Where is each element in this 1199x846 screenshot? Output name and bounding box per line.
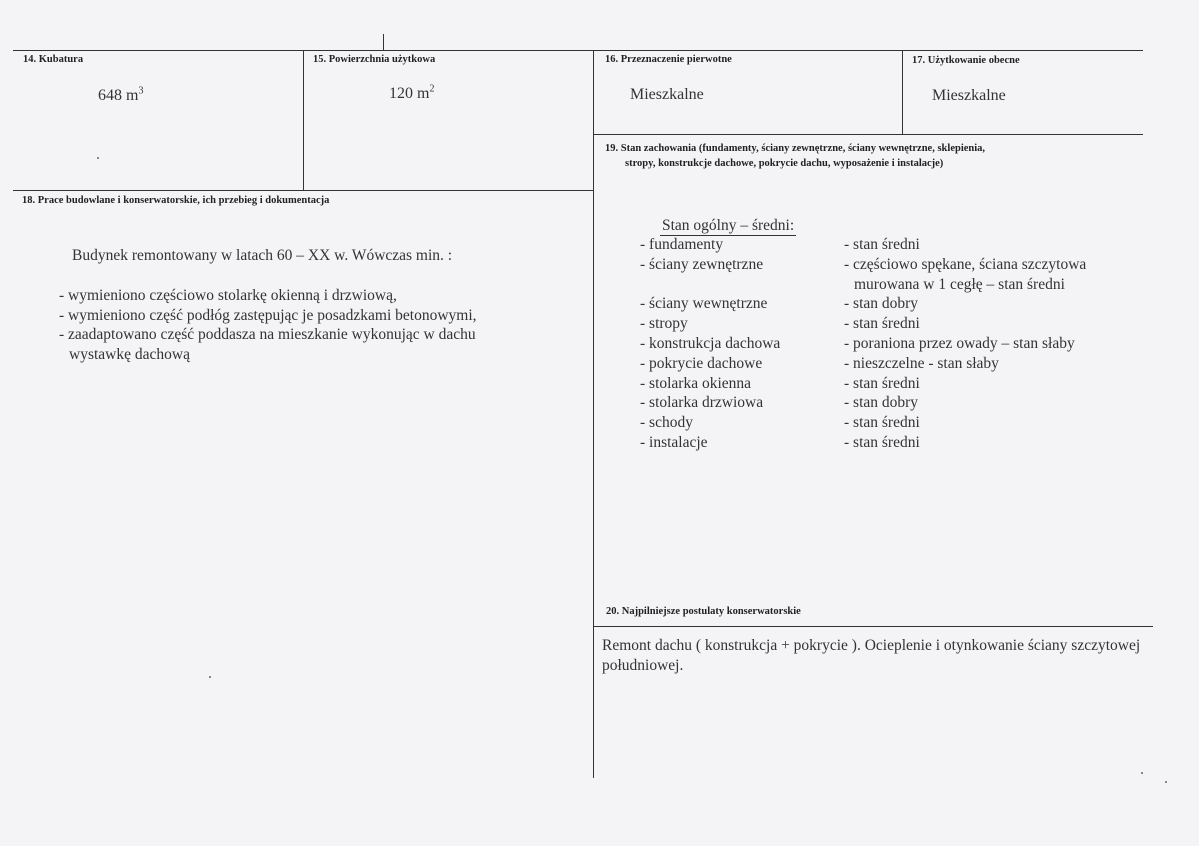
state-item: - stan średni <box>844 374 920 392</box>
field-14-number: 648 m <box>98 87 139 104</box>
field-18-item-continuation: wystawkę dachową <box>69 345 190 363</box>
element-item: - konstrukcja dachowa <box>640 334 781 352</box>
divider-14-15 <box>303 50 304 190</box>
field-18-label: 18. Prace budowlane i konserwatorskie, ich przebieg i dokumentacja <box>22 195 330 206</box>
field-19-label-line-1: 19. Stan zachowania (fundamenty, ściany zewnętrzne, ściany wewnętrzne, sklepienia, <box>605 143 986 154</box>
element-list <box>640 235 780 453</box>
top-border-line <box>13 50 1143 51</box>
scan-speck <box>97 157 99 159</box>
divider-16-17 <box>902 50 903 134</box>
state-item: - stan dobry <box>844 394 919 412</box>
field-14-value <box>98 86 143 106</box>
element-item: - pokrycie dachowe <box>640 354 763 372</box>
state-list <box>844 235 1086 453</box>
element-item: - stropy <box>640 315 688 333</box>
field-19-label-line-2: stropy, konstrukcje dachowe, pokrycie dachu, wyposażenie i instalacje) <box>625 158 944 169</box>
line-below-20-label <box>593 626 1153 627</box>
state-item: - poraniona przez owady – stan słaby <box>844 334 1075 352</box>
element-item: - stolarka drzwiowa <box>640 394 764 412</box>
field-15-unit-exponent: 2 <box>429 83 435 95</box>
state-item: - częściowo spękane, ściana szczytowa <box>844 255 1087 273</box>
line-above-19 <box>593 134 1143 135</box>
element-item: - stolarka okienna <box>640 374 752 392</box>
element-item: - ściany zewnętrzne <box>640 255 764 273</box>
field-16-value: Mieszkalne <box>630 86 704 103</box>
scan-speck <box>209 676 211 678</box>
field-20-text: Remont dachu ( konstrukcja + pokrycie ). Ocieplenie i otynkowanie ściany szczytowej południowej. <box>602 637 1141 674</box>
field-15-value <box>389 84 434 104</box>
element-item: - fundamenty <box>640 236 724 253</box>
scan-speck <box>1141 772 1143 774</box>
state-item: - stan dobry <box>844 295 919 313</box>
field-18-item: - wymieniono część podłóg zastępując je posadzkami betonowymi, <box>59 306 477 324</box>
field-18-item: - zaadaptowano część poddasza na mieszkanie wykonując w dachu <box>59 326 476 343</box>
field-18-list <box>59 286 477 364</box>
divider-tick <box>383 34 384 50</box>
state-item: - nieszczelne - stan słaby <box>844 354 999 372</box>
state-item: - stan średni <box>844 315 920 333</box>
divider-left-right <box>593 50 594 778</box>
general-condition-heading: Stan ogólny – średni: <box>662 217 795 234</box>
field-14-unit-exponent: 3 <box>138 85 144 97</box>
element-item: - instalacje <box>640 433 708 451</box>
line-above-18 <box>13 190 593 191</box>
field-15-label: 15. Powierzchnia użytkowa <box>313 54 436 65</box>
element-item: - schody <box>640 414 693 432</box>
field-18-intro: Budynek remontowany w latach 60 – XX w. Wówczas min. : <box>72 247 453 264</box>
field-20-label: 20. Najpilniejsze postulaty konserwatorskie <box>606 606 801 617</box>
field-17-value: Mieszkalne <box>932 87 1006 104</box>
state-item: - stan średni <box>844 236 920 253</box>
field-15-number: 120 m <box>389 85 430 102</box>
element-item: - ściany wewnętrzne <box>640 295 768 313</box>
element-spacer <box>640 275 780 295</box>
scan-speck <box>1165 781 1167 783</box>
field-14-label: 14. Kubatura <box>23 54 84 65</box>
field-18-item: - wymieniono częściowo stolarkę okienną i drzwiową, <box>59 287 397 304</box>
field-16-label: 16. Przeznaczenie pierwotne <box>605 54 732 65</box>
state-item-continuation: murowana w 1 cegłę – stan średni <box>854 275 1065 293</box>
state-item: - stan średni <box>844 414 920 432</box>
state-item: - stan średni <box>844 433 920 451</box>
field-17-label: 17. Użytkowanie obecne <box>912 55 1020 66</box>
